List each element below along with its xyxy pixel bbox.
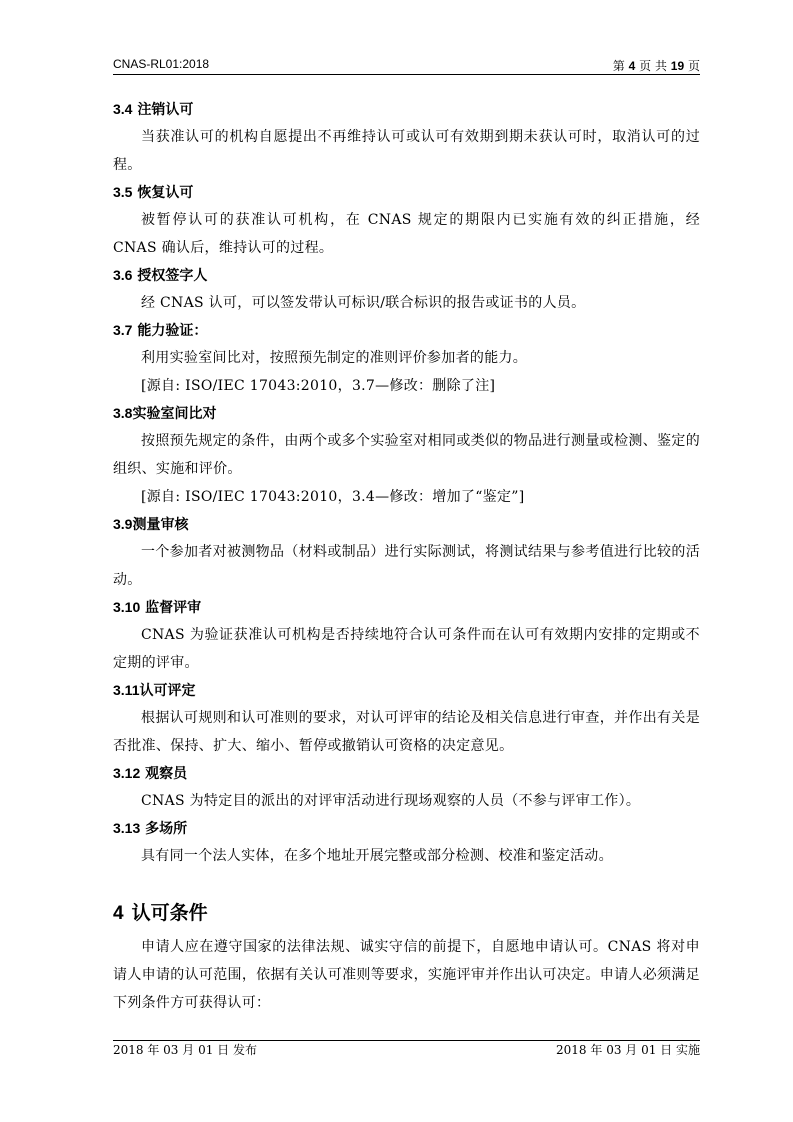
section-number: 3.11 — [113, 682, 140, 698]
page-content — [113, 96, 700, 1017]
section-heading — [113, 594, 700, 621]
page-total: 19 — [670, 59, 685, 73]
section-paragraph: 利用实验室间比对，按照预先制定的准则评价参加者的能力。 — [141, 350, 528, 366]
section-number: 3.8 — [113, 405, 133, 421]
section-number: 3.9 — [113, 516, 133, 532]
section-number: 3.12 — [113, 765, 141, 781]
effective-date: 2018 年 03 月 01 日 实施 — [556, 1043, 700, 1057]
section-paragraph: 一个参加者对被测物品（材料或制品）进行实际测试，将测试结果与参考值进行比较的活动。 — [113, 544, 700, 588]
section-title: 注销认可 — [137, 102, 194, 118]
page-prefix: 第 — [612, 59, 625, 73]
section-number: 3.6 — [113, 267, 133, 283]
source-note: [源自: ISO/IEC 17043:2010，3.7—修改：删除了注] — [141, 378, 496, 394]
header-rule — [113, 74, 700, 75]
section-heading — [113, 400, 700, 427]
section-heading — [113, 262, 700, 289]
section-title: 观察员 — [145, 766, 188, 782]
section-title: 测量审核 — [132, 517, 189, 533]
section-title: 恢复认可 — [137, 185, 194, 201]
page-footer — [113, 1041, 700, 1059]
section-title: 认可评定 — [139, 683, 196, 699]
chapter-paragraph: 申请人应在遵守国家的法律法规、诚实守信的前提下，自愿地申请认可。CNAS 将对申请人申请的认可范围，依据有关认可准则等要求，实施评审并作出认可决定。申请人必须满足下列条件方可获得认可： — [113, 939, 700, 1011]
section-number: 3.10 — [113, 599, 141, 615]
page-mid: 页 共 — [639, 59, 667, 73]
section-paragraph: 根据认可规则和认可准则的要求，对认可评审的结论及相关信息进行审查，并作出有关是否批准、保持、扩大、缩小、暂停或撤销认可资格的决定意见。 — [113, 710, 700, 754]
chapter-heading — [113, 898, 700, 929]
chapter-number: 4 — [113, 903, 124, 924]
section-heading — [113, 677, 700, 704]
section-heading — [113, 815, 700, 842]
section-paragraph: 具有同一个法人实体，在多个地址开展完整或部分检测、校准和鉴定活动。 — [141, 848, 613, 864]
section-title: 实验室间比对 — [132, 406, 217, 422]
section-paragraph: 按照预先规定的条件，由两个或多个实验室对相同或类似的物品进行测量或检测、鉴定的组织、实施和评价。 — [113, 433, 700, 477]
section-paragraph: 当获准认可的机构自愿提出不再维持认可或认可有效期到期未获认可时，取消认可的过程。 — [113, 129, 700, 173]
section-heading — [113, 511, 700, 538]
section-heading — [113, 760, 700, 787]
section-heading — [113, 317, 700, 344]
source-note: [源自: ISO/IEC 17043:2010，3.4—修改：增加了“鉴定”] — [141, 489, 525, 505]
section-number: 3.5 — [113, 184, 133, 200]
section-paragraph: CNAS 为验证获准认可机构是否持续地符合认可条件而在认可有效期内安排的定期或不定期的评审。 — [113, 627, 700, 671]
publish-date: 2018 年 03 月 01 日 发布 — [113, 1043, 257, 1057]
section-title: 授权签字人 — [137, 268, 208, 284]
section-number: 3.7 — [113, 322, 133, 338]
document-code: CNAS-RL01:2018 — [113, 57, 210, 71]
section-title: 监督评审 — [145, 600, 202, 616]
section-number: 3.13 — [113, 820, 141, 836]
section-paragraph: 经 CNAS 认可，可以签发带认可标识/联合标识的报告或证书的人员。 — [141, 295, 586, 311]
page-header — [113, 57, 700, 75]
section-heading — [113, 179, 700, 206]
chapter-title: 认可条件 — [131, 902, 208, 924]
section-number: 3.4 — [113, 101, 133, 117]
section-paragraph: CNAS 为特定目的派出的对评审活动进行现场观察的人员（不参与评审工作）。 — [141, 793, 641, 809]
section-title: 能力验证： — [137, 323, 208, 339]
section-heading — [113, 96, 700, 123]
page-counter — [613, 57, 700, 74]
section-title: 多场所 — [145, 821, 188, 837]
section-paragraph: 被暂停认可的获准认可机构，在 CNAS 规定的期限内已实施有效的纠正措施，经 CNAS 确认后，维持认可的过程。 — [113, 212, 700, 256]
page-suffix: 页 — [687, 59, 700, 73]
page-number: 4 — [628, 59, 636, 73]
